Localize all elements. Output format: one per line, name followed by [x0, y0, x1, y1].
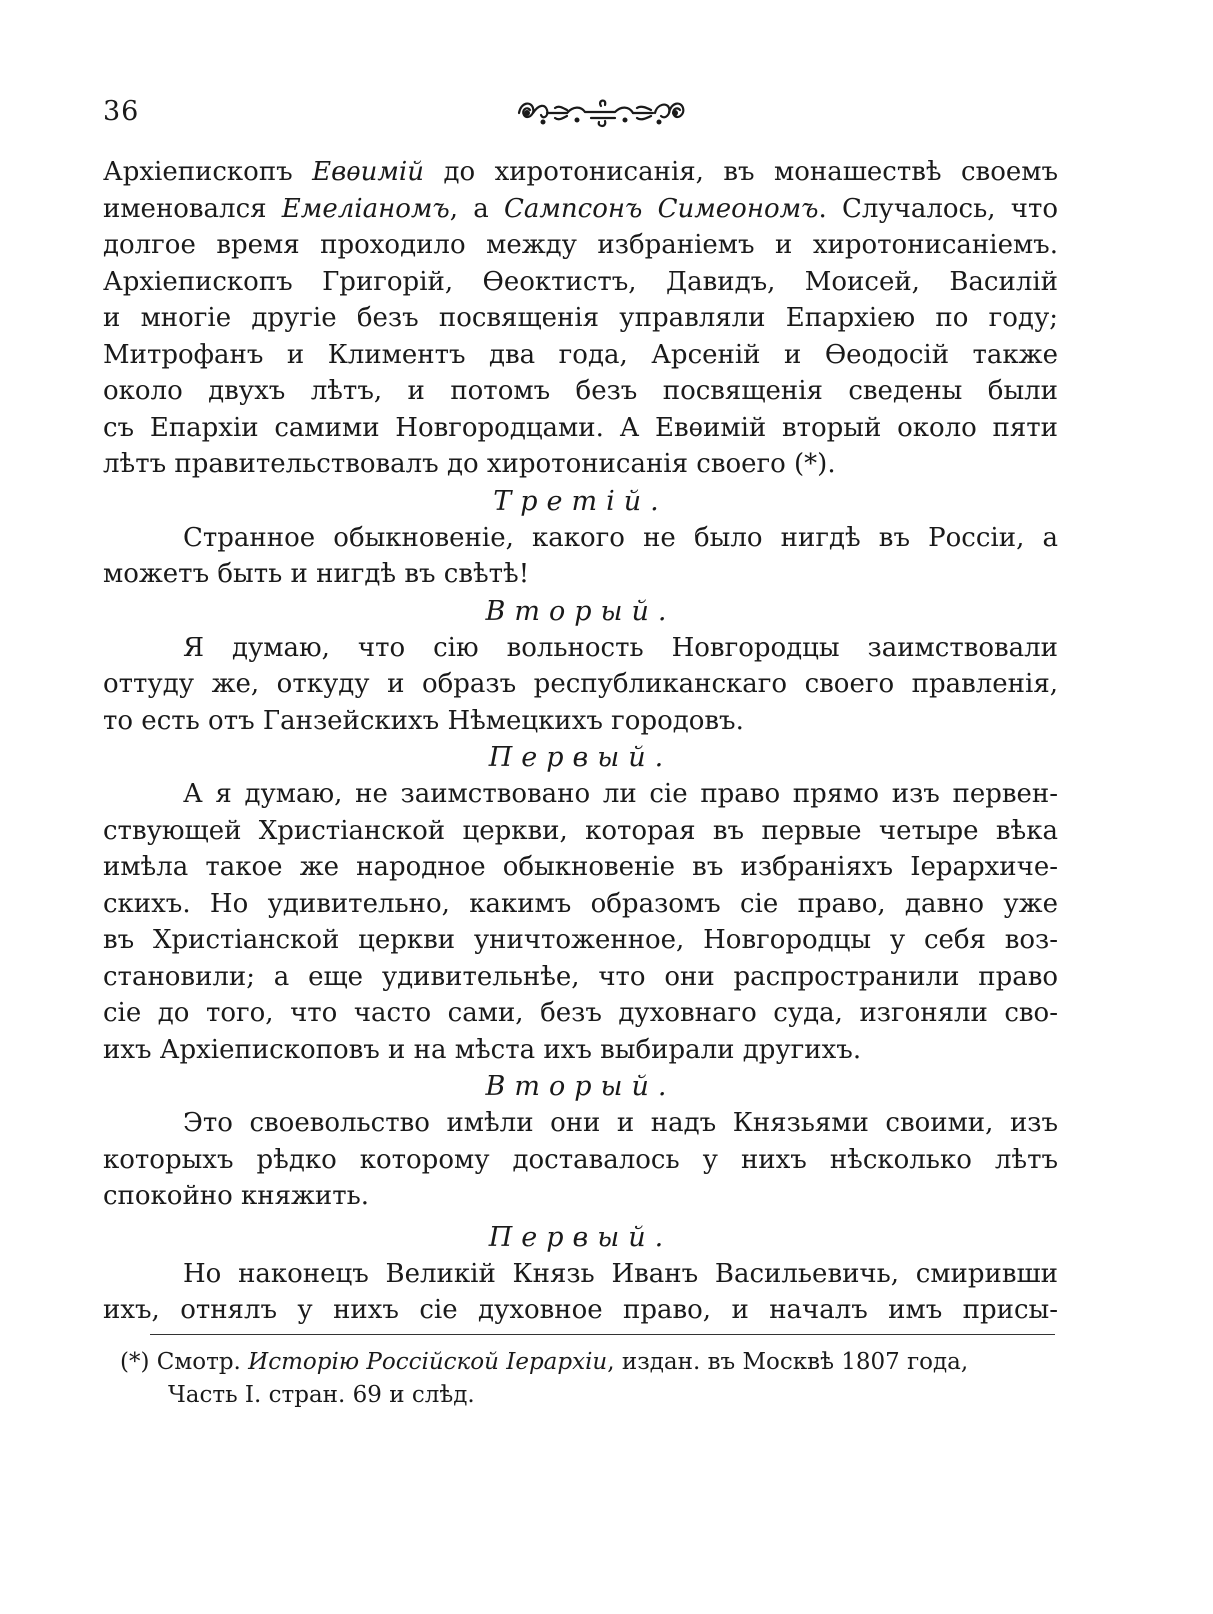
text-line — [103, 191, 1058, 228]
text-line: Я думаю, что сію вольность Новгородцы заимствовали — [183, 632, 1058, 663]
text-line: ствующей Христіанской церкви, которая въ первые четыре вѣка — [103, 815, 1058, 846]
text-line: въ Христіанской церкви уничтоженное, Новгородцы у себя воз- — [103, 925, 1058, 955]
text-line — [103, 154, 1058, 191]
text-run: Архіепископъ — [103, 157, 313, 187]
text-run: , а — [449, 193, 504, 224]
speaker-heading: Первый. — [488, 742, 673, 773]
text-line: Это своевольство имѣли они и надъ Князьями своими, изъ — [183, 1108, 1058, 1138]
text-line: А я думаю, не заимствовано ли сіе право прямо изъ первен- — [183, 779, 1058, 809]
footnote-divider — [150, 1334, 1055, 1335]
text-line: съ Епархіи самими Новгородцами. А Евѳимій вторый около пяти — [103, 412, 1058, 443]
italic-title: Исторію Россійской Іерархіи — [248, 1349, 608, 1375]
italic-name: Емеліаномъ — [281, 193, 450, 224]
text-line: спокойно княжить. — [103, 1181, 370, 1211]
text-run: до хиротонисанія, въ монашествѣ своемъ — [424, 157, 1058, 187]
footnote-line — [120, 1346, 1080, 1379]
text-line: и многіе другіе безъ посвященія управляли Епархіею по году; — [103, 303, 1058, 333]
speaker-heading: Третій. — [493, 485, 668, 517]
text-line: которыхъ рѣдко которому доставалось у нихъ нѣсколько лѣтъ — [103, 1144, 1058, 1175]
text-line: долгое время проходило между избраніемъ и хиротонисаніемъ. — [103, 230, 1058, 260]
speaker-heading: Первый. — [488, 1221, 673, 1253]
text-run: . Случалось, что — [818, 193, 1058, 224]
page-number: 36 — [103, 96, 140, 127]
text-run: Смотр. — [149, 1349, 249, 1375]
italic-name: Евѳимій — [312, 157, 424, 187]
text-line: Архіепископъ Григорій, Ѳеоктистъ, Давидъ, Моисей, Василій — [103, 266, 1058, 297]
text-line: сіе до того, что часто сами, безъ духовнаго суда, изгоняли сво- — [103, 998, 1058, 1028]
text-line: оттуду же, откуду и образъ республиканскаго своего правленія, — [103, 669, 1058, 699]
text-line: ихъ Архіепископовъ и на мѣста ихъ выбирали другихъ. — [103, 1034, 862, 1065]
text-line: Но наконецъ Великій Князь Иванъ Васильевичь, смиривши — [183, 1258, 1058, 1289]
text-line: Митрофанъ и Климентъ два года, Арсеній и Ѳеодосій также — [103, 339, 1058, 370]
text-line: Странное обыкновеніе, какого не было нигдѣ въ Россіи, а — [183, 522, 1058, 553]
text-line: имѣла такое же народное обыкновеніе въ избраніяхъ Іерархиче- — [103, 852, 1058, 882]
text-line: становили; а еще удивительнѣе, что они распространили право — [103, 961, 1058, 992]
text-run: , издан. въ Москвѣ 1807 года, — [607, 1349, 969, 1375]
main-text — [103, 154, 1058, 1329]
footnote — [120, 1346, 1080, 1412]
text-line: скихъ. Но удивительно, какимъ образомъ сіе право, давно уже — [103, 888, 1058, 919]
italic-name: Сампсонъ Симеономъ — [503, 193, 819, 224]
decorative-vignette-icon — [515, 96, 687, 130]
footnote-line: Часть I. стран. 69 и слѣд. — [168, 1382, 475, 1408]
text-line: ихъ, отнялъ у нихъ сіе духовное право, и началъ имъ присы- — [103, 1295, 1058, 1325]
speaker-heading: Вторый. — [485, 595, 676, 627]
text-line: то есть отъ Ганзейскихъ Нѣмецкихъ городовъ. — [103, 705, 744, 736]
footnote-mark: (*) — [120, 1349, 150, 1375]
text-run: именовался — [103, 193, 282, 224]
text-line: около двухъ лѣтъ, и потомъ безъ посвященія сведены были — [103, 376, 1058, 406]
text-line: лѣтъ правительствовалъ до хиротонисанія своего (*). — [103, 449, 836, 479]
speaker-heading: Вторый. — [485, 1071, 676, 1102]
text-line: можетъ быть и нигдѣ въ свѣтѣ! — [103, 559, 530, 589]
